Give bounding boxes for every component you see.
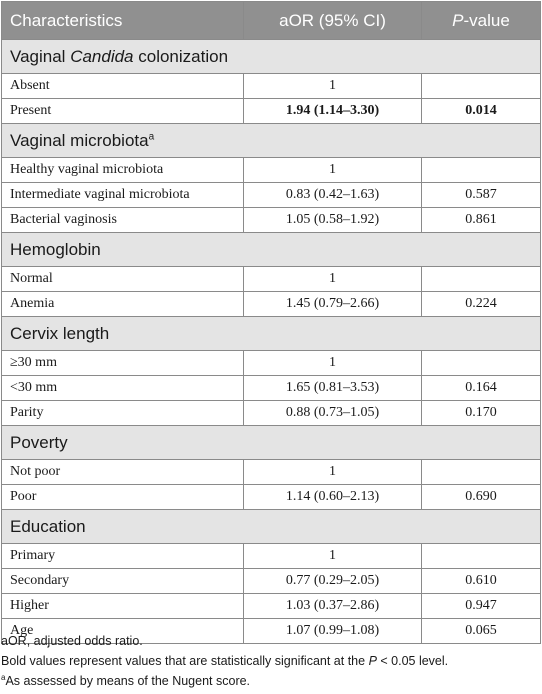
table-row bbox=[2, 292, 541, 317]
footnote-part: As assessed by means of the Nugent score. bbox=[5, 674, 251, 689]
section-title-cervix: Cervix length bbox=[2, 317, 541, 351]
row-aor: 1.07 (0.99–1.08) bbox=[244, 619, 422, 644]
section-title-part: Vaginal microbiota bbox=[10, 130, 149, 150]
row-p-value: 0.587 bbox=[422, 183, 541, 208]
table-row bbox=[2, 544, 541, 569]
row-aor: 1.94 (1.14–3.30) bbox=[244, 99, 422, 124]
row-p-value: 0.170 bbox=[422, 401, 541, 426]
row-label: Primary bbox=[2, 544, 244, 569]
section-row-hemoglobin bbox=[2, 233, 541, 267]
row-label: <30 mm bbox=[2, 376, 244, 401]
row-label: Poor bbox=[2, 485, 244, 510]
header-p-value bbox=[422, 2, 541, 40]
row-label: Parity bbox=[2, 401, 244, 426]
section-title-poverty: Poverty bbox=[2, 426, 541, 460]
row-p-value bbox=[422, 158, 541, 183]
row-label: Healthy vaginal microbiota bbox=[2, 158, 244, 183]
footnote-part: Bold values represent values that are statistically significant at the bbox=[1, 654, 369, 668]
row-p-value: 0.164 bbox=[422, 376, 541, 401]
row-p-value: 0.610 bbox=[422, 569, 541, 594]
row-label: Bacterial vaginosis bbox=[2, 208, 244, 233]
results-table bbox=[1, 1, 541, 644]
row-p-value: 0.690 bbox=[422, 485, 541, 510]
row-aor: 1.14 (0.60–2.13) bbox=[244, 485, 422, 510]
row-aor: 1 bbox=[244, 267, 422, 292]
row-aor: 1 bbox=[244, 351, 422, 376]
section-row-education bbox=[2, 510, 541, 544]
row-label: Not poor bbox=[2, 460, 244, 485]
row-p-value bbox=[422, 460, 541, 485]
footnote-bold-note bbox=[1, 654, 541, 668]
row-label: Anemia bbox=[2, 292, 244, 317]
table-row bbox=[2, 267, 541, 292]
row-p-value: 0.065 bbox=[422, 619, 541, 644]
row-label: Present bbox=[2, 99, 244, 124]
footnote-italic: P bbox=[368, 654, 377, 668]
section-row-cervix bbox=[2, 317, 541, 351]
row-label: Age bbox=[2, 619, 244, 644]
row-aor: 1 bbox=[244, 158, 422, 183]
row-aor: 1 bbox=[244, 544, 422, 569]
row-p-value: 0.224 bbox=[422, 292, 541, 317]
row-p-value bbox=[422, 267, 541, 292]
table-row bbox=[2, 99, 541, 124]
row-aor: 1.45 (0.79–2.66) bbox=[244, 292, 422, 317]
table-row bbox=[2, 569, 541, 594]
section-title-hemoglobin: Hemoglobin bbox=[2, 233, 541, 267]
header-aor: aOR (95% CI) bbox=[244, 2, 422, 40]
header-characteristics: Characteristics bbox=[2, 2, 244, 40]
table-row bbox=[2, 594, 541, 619]
row-label: Intermediate vaginal microbiota bbox=[2, 183, 244, 208]
section-title-italic: Candida bbox=[70, 46, 134, 66]
section-row-microbiota bbox=[2, 124, 541, 158]
table-row bbox=[2, 485, 541, 510]
section-row-candida bbox=[2, 40, 541, 74]
header-row bbox=[2, 2, 541, 40]
row-aor: 0.88 (0.73–1.05) bbox=[244, 401, 422, 426]
section-title-part: Vaginal bbox=[10, 46, 71, 66]
row-aor: 1 bbox=[244, 74, 422, 99]
footnote-abbreviation: aOR, adjusted odds ratio. bbox=[1, 634, 143, 648]
section-row-poverty bbox=[2, 426, 541, 460]
header-p-italic: P bbox=[452, 10, 464, 30]
row-p-value bbox=[422, 74, 541, 99]
table-row bbox=[2, 74, 541, 99]
table-row bbox=[2, 460, 541, 485]
row-aor: 1 bbox=[244, 460, 422, 485]
section-title-education: Education bbox=[2, 510, 541, 544]
table-row bbox=[2, 401, 541, 426]
section-title-microbiota bbox=[2, 124, 541, 158]
footnote-marker: a bbox=[148, 130, 155, 142]
row-p-value bbox=[422, 351, 541, 376]
table-row bbox=[2, 183, 541, 208]
section-title-candida bbox=[2, 40, 541, 74]
table-row bbox=[2, 158, 541, 183]
row-p-value: 0.014 bbox=[422, 99, 541, 124]
row-p-value bbox=[422, 544, 541, 569]
table-row bbox=[2, 351, 541, 376]
row-aor: 1.03 (0.37–2.86) bbox=[244, 594, 422, 619]
row-aor: 1.65 (0.81–3.53) bbox=[244, 376, 422, 401]
row-label: Normal bbox=[2, 267, 244, 292]
row-aor: 0.77 (0.29–2.05) bbox=[244, 569, 422, 594]
footnote-nugent bbox=[1, 673, 541, 688]
row-label: ≥30 mm bbox=[2, 351, 244, 376]
row-label: Absent bbox=[2, 74, 244, 99]
row-p-value: 0.947 bbox=[422, 594, 541, 619]
row-p-value: 0.861 bbox=[422, 208, 541, 233]
footnote-part: < 0.05 level. bbox=[376, 654, 449, 668]
row-aor: 0.83 (0.42–1.63) bbox=[244, 183, 422, 208]
row-label: Secondary bbox=[2, 569, 244, 594]
section-title-part: colonization bbox=[133, 46, 229, 66]
header-p-rest: -value bbox=[463, 10, 510, 30]
footnote-marker: a bbox=[1, 673, 6, 682]
table-row bbox=[2, 376, 541, 401]
row-label: Higher bbox=[2, 594, 244, 619]
row-aor: 1.05 (0.58–1.92) bbox=[244, 208, 422, 233]
table-row bbox=[2, 208, 541, 233]
